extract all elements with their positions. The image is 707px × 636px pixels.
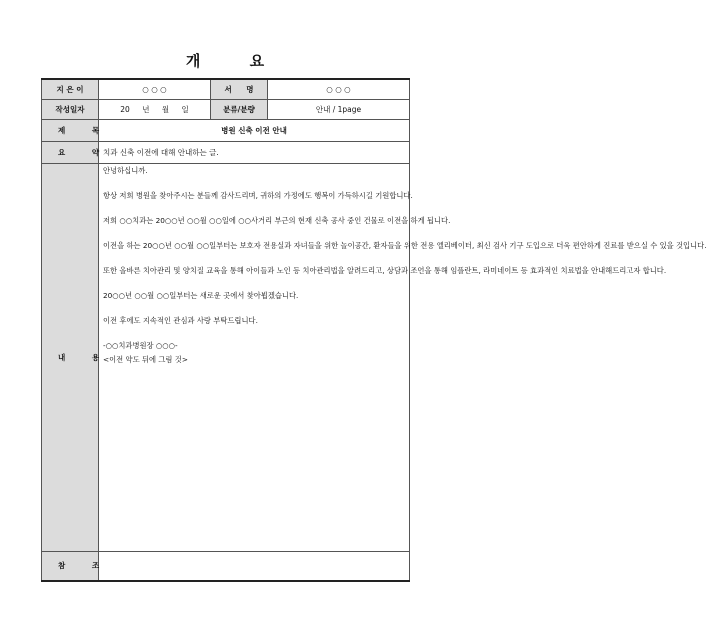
opening-paragraph: 20○○년 ○○월 ○○일부터는 새로운 곳에서 찾아뵙겠습니다. xyxy=(103,290,299,300)
relocation-paragraph: 저희 ○○치과는 20○○년 ○○월 ○○일에 ○○사거리 부근의 현재 신축 공사 중인 건물로 이전을 하게 됩니다. xyxy=(103,215,451,225)
content-row xyxy=(42,163,410,551)
subject-value[interactable]: 병원 신축 이전 안내 xyxy=(99,119,410,141)
date-value[interactable]: 20 년 월 일 xyxy=(99,99,211,119)
overview-form xyxy=(41,78,707,582)
closing-paragraph: 이전 후에도 지속적인 관심과 사랑 부탁드립니다. xyxy=(103,315,258,325)
document-title: 개 요 xyxy=(185,52,287,70)
author-row xyxy=(42,79,410,99)
date-row xyxy=(42,99,410,119)
greeting-paragraph: 안녕하십니까. xyxy=(103,165,148,175)
category-value[interactable]: 안내 / 1page xyxy=(268,99,410,119)
author-label: 지 은 이 xyxy=(42,79,99,99)
reference-label: 참 조 xyxy=(42,551,99,581)
education-paragraph: 또한 올바른 치아관리 및 양치질 교육을 통해 아이들과 노인 등 치아관리법을 알려드리고, 상담과 조언을 통해 임플란트, 라미네이트 등 효과적인 치료법을 안내해드리고자 합니다. xyxy=(103,265,667,275)
facilities-paragraph: 이전을 하는 20○○년 ○○월 ○○일부터는 보호자 전용실과 자녀들을 위한 놀이공간, 환자들을 위한 전용 엘리베이터, 최신 검사 기구 도입으로 더욱 편안하게 진료를 받으실 수 있을 것입니다. xyxy=(103,240,707,250)
summary-label: 요 약 xyxy=(42,141,99,163)
author-value[interactable]: ○ ○ ○ xyxy=(99,79,211,99)
reference-row xyxy=(42,551,410,581)
category-label: 분류/분량 xyxy=(211,99,268,119)
content-body[interactable] xyxy=(99,163,707,551)
reference-value[interactable] xyxy=(99,551,410,581)
content-label: 내 용 xyxy=(42,163,99,551)
signature-value[interactable]: ○ ○ ○ xyxy=(268,79,410,99)
signature-label: 서 명 xyxy=(211,79,268,99)
date-label: 작성일자 xyxy=(42,99,99,119)
subject-label: 제 목 xyxy=(42,119,99,141)
thanks-paragraph: 항상 저희 병원을 찾아주시는 분들께 감사드리며, 귀하의 가정에도 행복이 가득하시길 기원합니다. xyxy=(103,190,413,200)
signature-line: -○○치과병원장 ○○○- xyxy=(103,340,178,350)
subject-row xyxy=(42,119,410,141)
summary-row xyxy=(42,141,410,163)
map-note: <이전 약도 뒤에 그림 것> xyxy=(103,354,188,364)
summary-value[interactable]: 치과 신축 이전에 대해 안내하는 글. xyxy=(99,141,410,163)
